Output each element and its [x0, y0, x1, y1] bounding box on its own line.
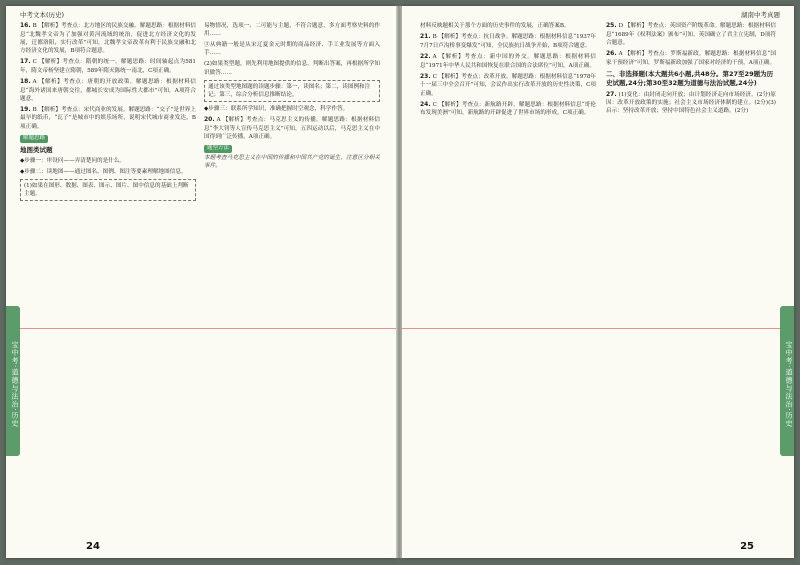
step-item: ◆步骤三：联系所学知识，准确把握时空观念，科学作答。 [204, 105, 349, 112]
step-item: ◆步骤二：读地图——通过图名、图例、图注等要素理解地图信息。 [20, 169, 187, 176]
section-title: 地图类试题 [20, 145, 53, 154]
left-side-tab: 宝中考·道德与法治·历史 [6, 306, 20, 456]
right-page-number: 25 [740, 541, 754, 552]
answer-item: 19. B 【解析】考查点：宋代商业的发展。解题思路：“交子”是世界上最早的纸币，“瓦子”是城市中的娱乐场所，说明宋代城市商业发达，B项正确。 [20, 105, 196, 130]
right-side-tab: 宝中考·道德与法治·历史 [780, 306, 794, 456]
answer-item: 27. (1)变化：由封闭走向开放；由计划经济走向市场经济。(2分)原因：改革开放政策的实施；社会主义市场经济体制的建立。(2分)(3)启示：坚持改革开放；坚持中国特色社会主义道路。(2分) [606, 90, 776, 115]
step-item: ◆步骤一：审设问——弄清楚问的是什么。 [20, 158, 125, 165]
section-tag: 解题思路 [20, 135, 48, 143]
answer-item: 22. A 【解析】考查点：新中国的外交。解题思路：根据材料信息“1971年中华人民共和国恢复在联合国的合法席位”可知，A项正确。 [420, 52, 596, 69]
section-tag: 题型方法 [204, 145, 232, 153]
left-column-2 [204, 22, 380, 534]
left-page-number: 24 [86, 541, 100, 552]
left-column-1 [20, 22, 196, 534]
answer-item: 17. C 【解析】考查点：隋朝的统一。解题思路：时间轴起点为581年，隋文帝杨坚建立隋朝，589年隋灭陈统一南北，C项正确。 [20, 58, 196, 74]
right-column-1 [420, 22, 596, 534]
answer-item: 18. A 【解析】考查点：唐朝的开放政策。解题思路：根据材料信息“海外诸国来唐朝交往，都城长安成为国际性大都市”可知，A项符合题意。 [20, 77, 196, 102]
tip-box: (1)如果在图形、数据、图表、图示、图片、图中信息的基础上判断主题。 [20, 179, 196, 201]
text-block: 易物情况，选项一、二可能与主题，不符合题意，多方面考察史料的作用…… [204, 23, 380, 38]
answer-item: 20. A 【解析】考查点：马克思主义的传播。解题思路：根据材料信息“李大钊等人宣传马克思主义”可知，五四运动以后，马克思主义在中国得到广泛传播，A项正确。 [204, 115, 380, 140]
red-pen-line [6, 328, 396, 329]
red-pen-line [402, 328, 794, 329]
text-block: (2)如果类型题，则先利用地图提供的信息，判断出答案，再根据所学知识做答…… [204, 61, 380, 76]
right-page-header: 湖南中考真题 [741, 11, 780, 19]
answer-item: 25. D 【解析】考查点：英国资产阶级革命。解题思路：根据材料信息“1689年《权利法案》颁布”可知，英国确立了君主立宪制，D项符合题意。 [606, 22, 776, 46]
text-block: ③从典籍一般是从宋辽夏金元时期的商品经济、手工业发展等方面入手…… [204, 42, 380, 57]
text-block: 材料反映题相关于那个方面的历史事件的发展，正确答案B。 [420, 23, 570, 29]
right-page [402, 6, 794, 558]
answer-item: 16. B 【解析】考查点：北方地区的民族交融。解题思路：根据材料信息“北魏孝文帝为了加强对黄河流域的统治，促进北方经济文化的发展，迁都洛阳，实行改革”可知，北魏孝文帝改革有利于民族交融和北方经济文化的发展，B项符合题意。 [20, 22, 196, 54]
answer-item: 24. C 【解析】考查点：新航路开辟。解题思路：根据材料信息“哥伦布发现美洲”可知，新航路的开辟促进了世界市场的形成，C项正确。 [420, 100, 596, 117]
answer-item: 23. C 【解析】考查点：改革开放。解题思路：根据材料信息“1978年十一届三中全会召开”可知，会议作出实行改革开放的历史性决策，C项正确。 [420, 72, 596, 97]
left-page [6, 6, 396, 558]
answer-item: 26. A 【解析】考查点：罗斯福新政。解题思路：根据材料信息“国家干预经济”可知，罗斯福新政加强了国家对经济的干预，A项正确。 [606, 49, 776, 66]
section-heading: 二、非选择题(本大题共6小题,共48分。第27至29题为历史试题,24分;第30至32题为道德与法治试题,24分) [606, 69, 774, 88]
right-column-2 [606, 22, 776, 534]
method-box: 通过该类型地图题的读题步骤：第一，读图名；第二，读图例和注记；第三，综合分析信息推断结论。 [204, 80, 380, 102]
handwritten-note: 本题考查马克思主义在中国的传播和中国共产党的诞生，注意区分相关事件。 [204, 154, 380, 169]
left-page-header: 中考文本(历史) [20, 11, 65, 19]
answer-item: 21. B 【解析】考查点：抗日战争。解题思路：根据材料信息“1937年7月7日卢沟桥事变爆发”可知，全民族抗日战争开始，B项符合题意。 [420, 33, 596, 49]
